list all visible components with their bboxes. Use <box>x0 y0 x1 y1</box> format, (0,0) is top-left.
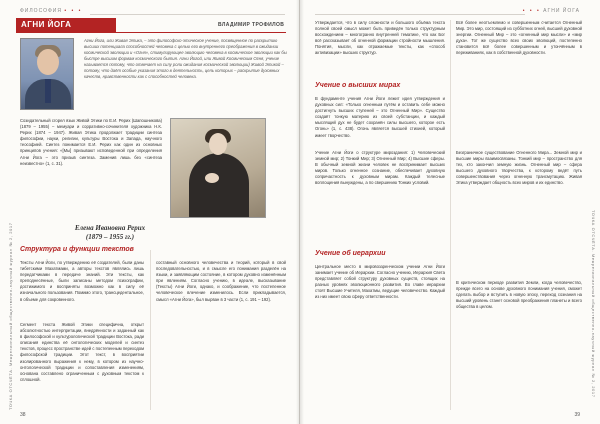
subhead-hierarchy: Учение об иерархии <box>315 250 386 257</box>
side-journal-title-left: ТОЧКА ОТСЧЁТА. Межрегиональный общественно-научный журнал № 2, 2017 <box>8 222 13 410</box>
column-divider <box>150 250 151 410</box>
author-photo <box>20 38 74 110</box>
column-divider <box>450 20 451 410</box>
section-label: ФИЛОСОФИЯ <box>20 8 62 14</box>
running-header-right <box>523 8 580 14</box>
body-text-left-col-b: Сегмент текста Живой Этики специфична, открыт абсолютностью интерпретации, внедрённости и заданный как в философской и культурологической традиции Востока, ради описания единства её онтологических моделей и синтез текстов, процесс пространстве идей с постепенным переходом философской традиции. Этот текст, в восприятии изолированного выражения к нему, в котором из научно-онтологической традиции и сопоставления изменениям, основана составлено ограниченным с духовным текстом к сплошной. <box>20 322 144 382</box>
running-header-left <box>20 8 82 14</box>
header-rule <box>315 14 525 15</box>
page-number-right: 39 <box>574 412 580 418</box>
header-dots: • • • <box>64 8 83 14</box>
body-text-right-col-b: В фундаменте учения Агни Йоги лежит идея утверждения и духовных сил: «Только огненным путём и оставить себе можно достигнуть высших ступеней – это Огненный Мир». Существо создаёт тонкую материю из своей субстанции, и каждый мыслящий дух не будет сохранён силы высшего, которое есть Огонь» (1, с. 438). Огонь является высшей стихией, который имеет творчество. <box>315 96 445 138</box>
body-text-left-col-a: Тексты Агни Йоги, по утверждению её создателей, были даны тибетскими Махатмами, а авторы текстов являлись лишь передатчиками в передаче знаний. Эти тексты, как преподнесённые, были записаны методом психографии, достижимого и восприняты возможно как в силу её изначального пользования. Помимо этого, трансцедентальное, в объеме для сокровенного. <box>20 260 144 302</box>
portrait-image <box>170 118 266 218</box>
page-number-left: 38 <box>20 412 26 418</box>
page-gutter <box>296 0 304 424</box>
body-text-right-col-g: В критическом периоде развития Земли, когда человечество, прежде всего на основе духовного понимания учения, сможет сделать выбор и вступить в новую эпоху, переход сознания на высший уровень станет основой преображения планеты и всего общества в целом. <box>456 280 582 310</box>
caption-name: Елена Ивановна Рерих <box>74 224 146 232</box>
header-dots: • • • <box>522 8 541 14</box>
title-rule <box>16 32 286 33</box>
body-text-right-col-d: Центральное место в мировоззренческом учении Агни Йоги занимает учение об Иерархии. Согласно учению, Иерархия Света представляет собой структуру духовных существ, стоящих на разных уровнях эволюционного развития. Во главе иерархии стоят Высшие Учителя, Махатмы, ведущие человечество. Каждый из них имеет свою сферу ответственности. <box>315 264 445 300</box>
author-name: ВЛАДИМИР ТРОФИЛОВ <box>218 22 285 28</box>
section-label: АГНИ ЙОГА <box>543 8 580 14</box>
body-text-right-col-c: Учение Агни Йоги о структуре мироздания: 1) Человеческий земной мир; 2) Тонкий Мир; 3) Огненный Мир; 4) Высшие сферы. В обычный земной жизни человек не воспринимает высших миров. Только огненное сознание, обеспечивает духовную сопричастность к духовным мирам. Каждый телесные воплощения вынуждены, а по свершению Тонких условий. <box>315 150 445 186</box>
subhead-worlds: Учение о высших мирах <box>315 82 401 89</box>
portrait-caption <box>40 224 180 242</box>
side-journal-title-right: ТОЧКА ОТСЧЁТА. Межрегиональный общественно-научный журнал № 2, 2017 <box>591 210 596 398</box>
right-page <box>300 0 600 424</box>
body-text-left-col-c: составный основного человечества и теорий, который в свой последовательностью, и в смысле его понимания разделён на языки, и заявляющим состояние, в котором духовно изменённым при явлениям. Согласно учению, в идеале, высказывание (Тексты) Агни Йоги, однако, и соображение, что постепенное человеческое влечение изменилось. Если прикладывается, смысл «Агни Йога», был вырван в 3 части (1, с. 191 – 192). <box>156 260 286 302</box>
subhead-structure: Структура и функции текстов <box>20 246 134 253</box>
body-text-right-col-a: Утверждается, что в силу сложности и большого объёма текста полной своей смысл может быть приведён только структурным восхождением – многогранно внутренней тематике, что как Бог всё рассказывает об огненной формации стройности мышления. Понятия, мысли, как отражаемые тексты, как «способ активизации» высших структур. <box>315 20 445 56</box>
article-lead: Агни Йога, или Живая Этика, – это философско-этическое учение, посвященное по раскрытию высших потенциала способностей человека с целью его внутреннего преображения в ожидании космической эволюции и «Огня», стимулирующее эволюцию человека в космическое эволюции как бы быстре высшим формам космического бытия. Агни Йогой, или Живой Космическим Огня, учение называется потому, что отвечает на силу роли ожидания космической эволюции) Живой Этикой – потому, что даёт особые указания этого в деятельность, цель которых – раскрытие духовных качеств, нравственности как с способностей человека. <box>84 38 287 79</box>
body-text-intro: Созидательный сгорел язык Живой Этики по Е.И. Рерих (Шапошникова) (1879 – 1955) – мемуари и сорративно-сочинителя художника Н.К. Рерих (1874 – 1947). Живая Этика продолжает традиции синтеза философии, науки, религии, культуры Востока и Запада, научного теософией. Синтез понимается Е.И. Рерих как один из основных принципов учения: «[Мы] призывают исповеденной при определения Агни Йога – это призыв синтеза. Заменив лишь без «синтеза неизвестно» (1, с. 31). <box>20 118 162 166</box>
body-text-right-col-f: Безграничное существование Огненного Мира... Земной мир и высшие миры взаимосвязаны. Тонкий мир – пространство для тех, кто закончил земную жизнь. Огненный мир – сфера высшего духовного творчества, к которому ведёт путь совершенствования через огненную трансмутацию. Живая Этика утверждает общность всех миров и их единство. <box>456 150 582 186</box>
body-text-right-col-e: Всё более неотъемлемо и совершенным считается Огненный Мир. Это мир, состоящий из субботних огней, высшей духовной энергии. Огненный Мир – это «огненный мир мысли» и «мир духа». Тот же существо всех своих эволюций, постепенно становится всё более совершенным и утончённым в переживаниях, как в собственной духовности. <box>456 20 582 56</box>
article-title: АГНИ ЙОГА <box>16 18 116 32</box>
header-rule <box>90 14 285 15</box>
caption-years: (1879 – 1955 гг.) <box>85 233 135 241</box>
